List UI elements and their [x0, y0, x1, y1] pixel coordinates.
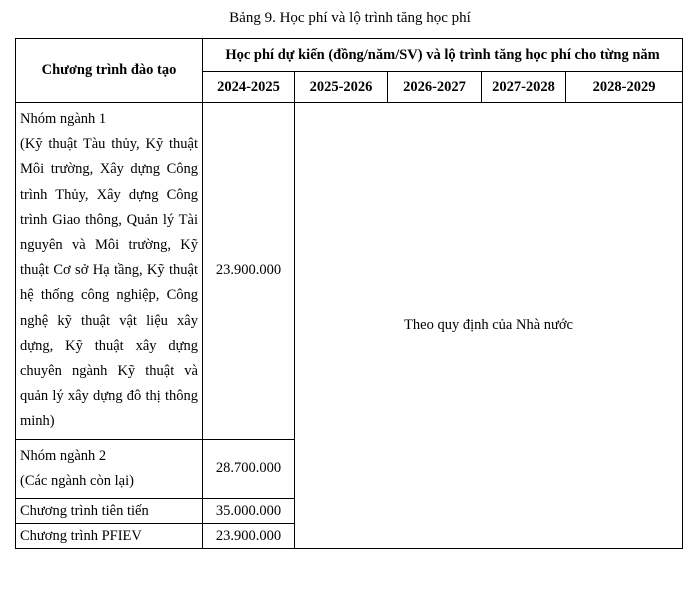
program-cell	[16, 524, 203, 549]
header-year-2024-2025: 2024-2025	[203, 72, 295, 103]
table-row	[16, 103, 683, 440]
fee-cell: 35.000.000	[203, 499, 295, 524]
header-program: Chương trình đào tạo	[16, 39, 203, 103]
tuition-fee-table	[15, 38, 683, 549]
header-year-2028-2029: 2028-2029	[566, 72, 683, 103]
fee-cell: 23.900.000	[203, 524, 295, 549]
program-detail: (Kỹ thuật Tàu thủy, Kỹ thuật Môi trường, Xây dựng Công trình Thủy, Xây dựng Công trình Giao thông, Quản lý Tài nguyên và Môi trường, Kỹ thuật Cơ sở Hạ tầng, Kỹ thuật hệ thống công nghiệp, Công nghệ kỹ thuật vật liệu xây dựng, Kỹ thuật xây dựng chuyên ngành Kỹ thuật và quản lý xây dựng đô thị thông minh)	[20, 136, 198, 430]
table-caption: Bảng 9. Học phí và lộ trình tăng học phí	[229, 10, 471, 26]
header-year-2027-2028: 2027-2028	[482, 72, 566, 103]
future-fee-note: Theo quy định của Nhà nước	[295, 103, 683, 549]
program-title: Nhóm ngành 2	[20, 447, 107, 464]
header-fee-group: Học phí dự kiến (đồng/năm/SV) và lộ trình tăng học phí cho từng năm	[203, 39, 683, 72]
program-cell	[16, 103, 203, 440]
program-cell	[16, 499, 203, 524]
header-year-2025-2026: 2025-2026	[295, 72, 388, 103]
program-detail: (Các ngành còn lại)	[20, 472, 134, 489]
program-cell	[16, 439, 203, 498]
program-title: Chương trình PFIEV	[20, 528, 142, 545]
program-title: Nhóm ngành 1	[20, 111, 107, 127]
header-year-2026-2027: 2026-2027	[388, 72, 482, 103]
program-title: Chương trình tiên tiến	[20, 503, 149, 520]
fee-cell: 28.700.000	[203, 439, 295, 498]
fee-cell: 23.900.000	[203, 103, 295, 440]
